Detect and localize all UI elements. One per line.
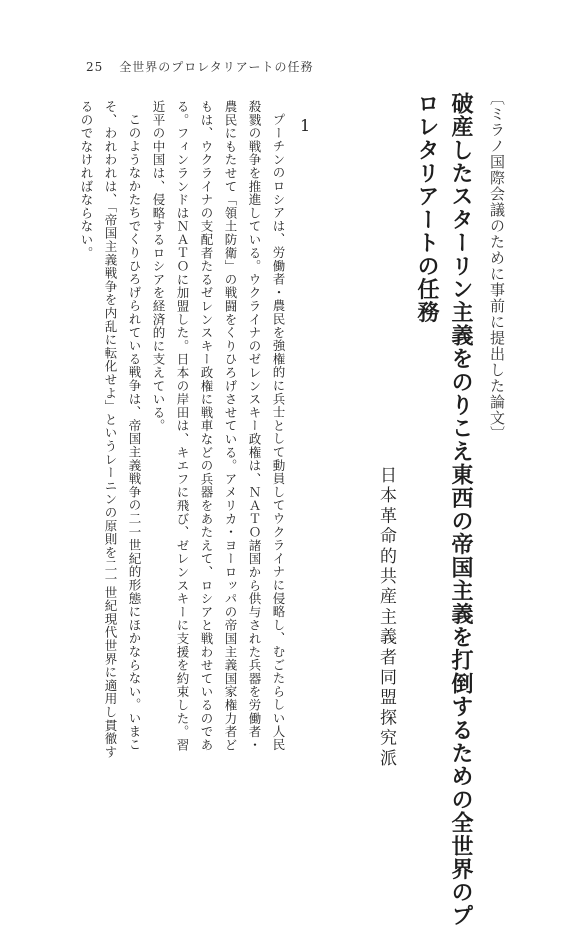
running-title: 全世界のプロレタリアートの任務 xyxy=(119,60,314,74)
article-subtitle: 〔ミラノ国際会議のために事前に提出した論文〕 xyxy=(488,90,506,442)
article-title-line-2: ロレタリアートの任務 xyxy=(414,92,440,324)
body-text xyxy=(70,100,290,760)
section-number: 1 xyxy=(300,116,311,135)
author-name: 日本革命的共産主義者同盟探究派 xyxy=(376,466,396,769)
running-header xyxy=(86,58,313,75)
page-number: 25 xyxy=(86,60,104,74)
article-title-line-1: 破産したスターリン主義をのりこえ東西の帝国主義を打倒するための全世界のプ xyxy=(448,92,474,927)
body-paragraph-1: プーチンのロシアは、労働者・農民を強権的に兵士として動員してウクライナに侵略し、むごたらしい人民殺戮の戦争を推進している。ウクライナのゼレンスキー政権は、ＮＡＴＯ諸国から供与された兵器を労働者・農民にもたせて「領土防衛」の戦闘をくりひろげさせている。アメリカ・ヨーロッパの帝国主義国家権力者どもは、ウクライナの支配者たるゼレンスキー政権に戦車などの兵器をあたえて、ロシアと戦わせているのである。フィンランドはＮＡＴＯに加盟した。日本の岸田は、キエフに飛び、ゼレンスキーに支援を約束した。習近平の中国は、侵略するロシアを経済的に支えている。 xyxy=(151,100,286,752)
article-title xyxy=(410,92,478,927)
body-paragraph-2: このようなかたちでくりひろげられている戦争は、帝国主義戦争の二一世紀的形態にほかならない。いまこそ、われわれは、「帝国主義戦争を内乱に転化せよ」というレーニンの原則を二一世紀現代世界に適用し貫徹するのでなければならない。 xyxy=(79,100,142,759)
